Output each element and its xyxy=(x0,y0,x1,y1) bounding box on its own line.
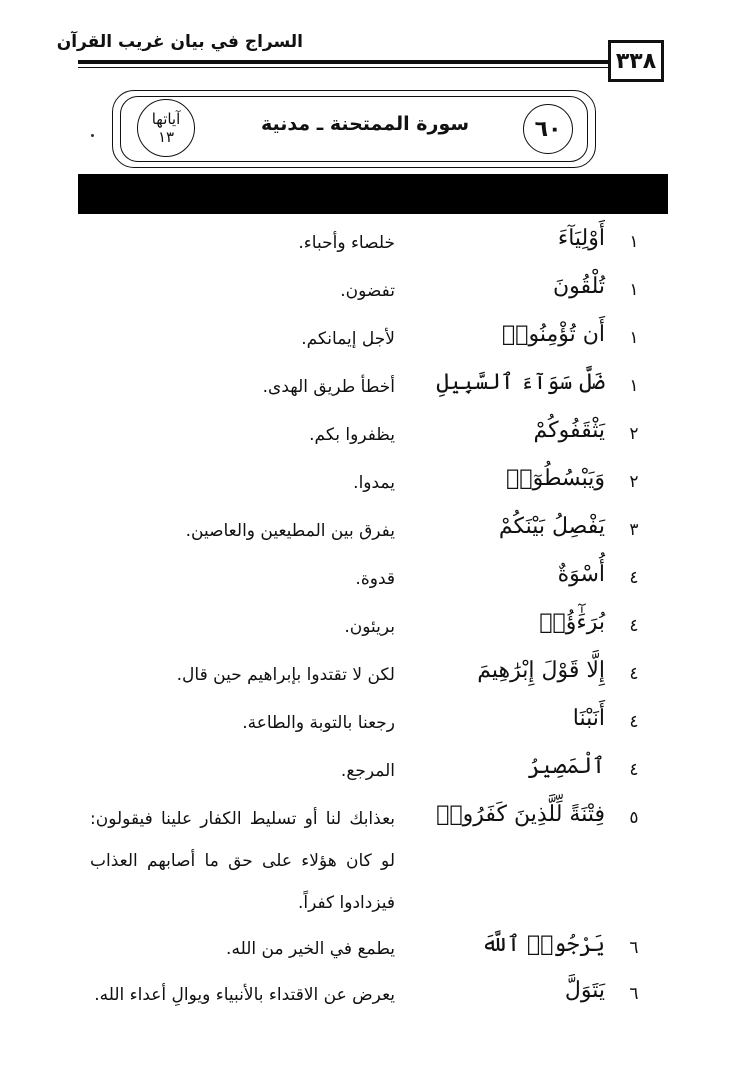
entry-ayah-number: ٤ xyxy=(629,712,639,732)
entry-meaning: يمدوا. xyxy=(353,473,395,493)
entry-meaning: يعرض عن الاقتداء بالأنبياء ويوالِ أعداء الله. xyxy=(94,985,395,1005)
header-rule-thin xyxy=(78,67,608,68)
entry-ayah-number: ١ xyxy=(629,280,639,300)
entry-meaning: لكن لا تقتدوا بإبراهيم حين قال. xyxy=(176,665,395,685)
entry-ayah-number: ٤ xyxy=(629,616,639,636)
entry-word: أُسْوَةٌ xyxy=(557,562,605,587)
entry-meaning: يظفروا بكم. xyxy=(309,425,395,445)
entry-ayah-number: ٣ xyxy=(629,520,639,540)
running-book-title: السراج في بيان غريب القرآن xyxy=(56,32,303,52)
entry-meaning: المرجع. xyxy=(340,761,395,781)
entry-ayah-number: ٦ xyxy=(629,984,639,1004)
page-number: ٣٣٨ xyxy=(608,40,664,82)
entry-ayah-number: ١ xyxy=(629,232,639,252)
entry-ayah-number: ٤ xyxy=(629,760,639,780)
entry-meaning: تفضون. xyxy=(340,281,395,301)
entry-meaning: رجعنا بالتوبة والطاعة. xyxy=(242,713,395,733)
entry-meaning: بعذابك لنا أو تسليط الكفار علينا فيقولون: لو كان هؤلاء على حق ما أصابهم العذاب فيزدادوا كفراً. xyxy=(90,809,395,913)
entry-word: ٱلْمَصِيرُ xyxy=(527,754,605,779)
entry-ayah-number: ٢ xyxy=(629,472,639,492)
entry-ayah-number: ٤ xyxy=(629,664,639,684)
section-bar xyxy=(78,174,668,214)
entry-meaning: قدوة. xyxy=(355,569,395,589)
entry-word: أَن تُؤْمِنُوا۟ xyxy=(502,322,605,347)
surah-number: ٦٠ xyxy=(523,104,573,154)
entry-ayah-number: ٤ xyxy=(629,568,639,588)
entry-ayah-number: ٢ xyxy=(629,424,639,444)
ayat-label: آياتها xyxy=(151,110,181,128)
entry-word: تُلْقُونَ xyxy=(552,274,605,299)
header-rule-thick xyxy=(78,60,608,64)
entry-ayah-number: ٦ xyxy=(629,938,639,958)
entry-word: يَثْقَفُوكُمْ xyxy=(533,418,605,443)
entry-word: أَوْلِيَآءَ xyxy=(557,226,605,251)
entry-word: فِتْنَةً لِّلَّذِينَ كَفَرُوا۟ xyxy=(436,802,605,827)
entry-meaning: خلصاء وأحباء. xyxy=(298,233,395,253)
entry-ayah-number: ١ xyxy=(629,376,639,396)
margin-dot xyxy=(91,134,94,137)
entry-meaning: يطمع في الخير من الله. xyxy=(226,939,395,959)
surah-title: سورة الممتحنة ـ مدنية xyxy=(260,113,470,135)
entry-word: أَنَبْنَا xyxy=(572,706,605,731)
entry-ayah-number: ١ xyxy=(629,328,639,348)
entry-meaning: أخطأ طريق الهدى. xyxy=(262,377,395,397)
entry-word: إِلَّا قَوْلَ إِبْرَٰهِيمَ xyxy=(477,658,605,683)
entry-word: وَيَبْسُطُوٓا۟ xyxy=(506,466,605,491)
entry-meaning: بريئون. xyxy=(344,617,395,637)
surah-ayat-count-badge xyxy=(137,99,195,157)
entry-meaning: يفرق بين المطيعين والعاصين. xyxy=(185,521,395,541)
entry-meaning: لأجل إيمانكم. xyxy=(301,329,395,349)
entry-word: يَرْجُوا۟ ٱللَّهَ xyxy=(481,932,605,957)
ayat-count: ١٣ xyxy=(157,128,175,146)
entry-word: يَتَوَلَّ xyxy=(564,978,605,1003)
entry-word: ضَلَّ سَوَآءَ ٱلسَّبِيلِ xyxy=(436,370,605,395)
entry-word: بُرَءَٰٓؤُا۟ xyxy=(539,610,605,635)
entry-ayah-number: ٥ xyxy=(629,808,639,828)
entry-word: يَفْصِلُ بَيْنَكُمْ xyxy=(498,514,605,539)
